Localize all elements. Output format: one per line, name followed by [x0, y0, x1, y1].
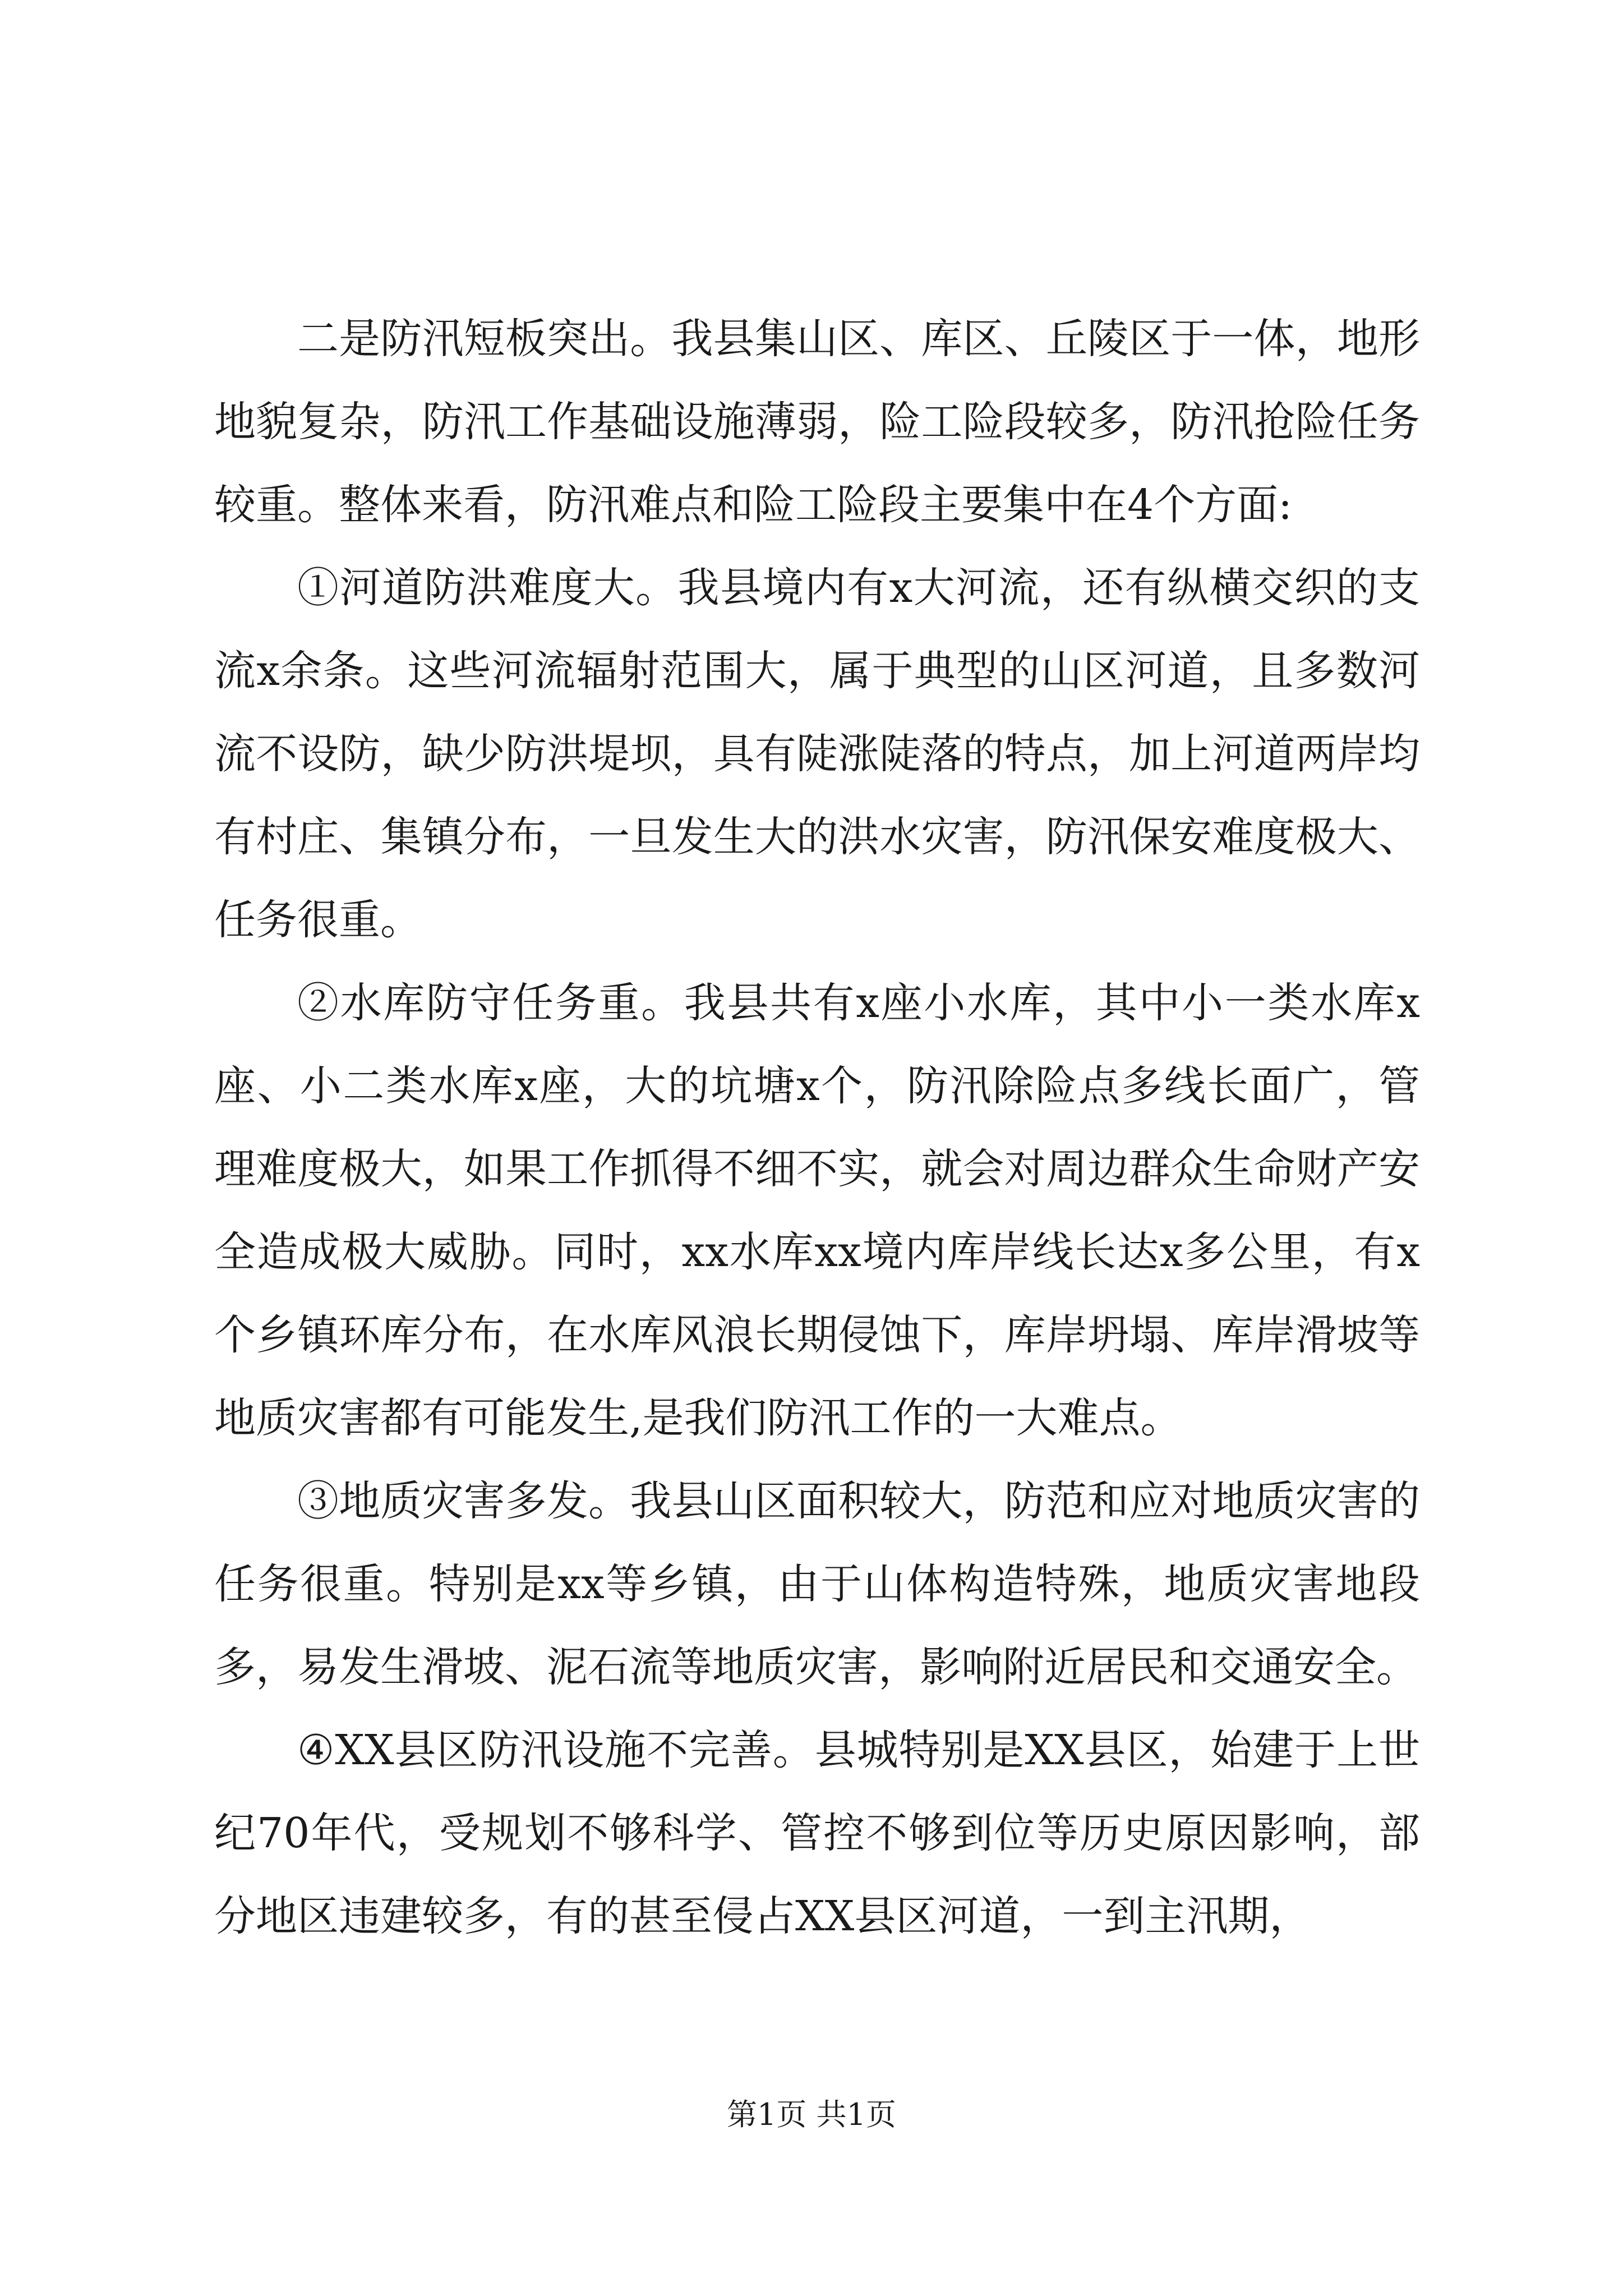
page-footer: 第1页 共1页	[727, 2097, 896, 2132]
paragraph-item-1: ①河道防洪难度大。我县境内有x大河流，还有纵横交织的支流x余条。这些河流辐射范围大，属于典型的山区河道，且多数河流不设防，缺少防洪堤坝，具有陡涨陡落的特点，加上河道两岸均有村庄、集镇分布，一旦发生大的洪水灾害，防汛保安难度极大、任务很重。	[214, 564, 1420, 944]
paragraph-item-2: ②水库防守任务重。我县共有x座小水库，其中小一类水库x座、小二类水库x座，大的坑塘x个，防汛除险点多线长面广，管理难度极大，如果工作抓得不细不实，就会对周边群众生命财产安全造成极大威胁。同时，xx水库xx境内库岸线长达x多公里，有x个乡镇环库分布，在水库风浪长期侵蚀下，库岸坍塌、库岸滑坡等地质灾害都有可能发生,是我们防汛工作的一大难点。	[214, 979, 1420, 1442]
document-body	[214, 297, 1420, 1958]
paragraph-intro: 二是防汛短板突出。我县集山区、库区、丘陵区于一体，地形地貌复杂，防汛工作基础设施薄弱，险工险段较多，防汛抢险任务较重。整体来看，防汛难点和险工险段主要集中在4个方面:	[214, 315, 1420, 529]
paragraph-item-4: ④XX县区防汛设施不完善。县城特别是XX县区，始建于上世纪70年代，受规划不够科学、管控不够到位等历史原因影响，部分地区违建较多，有的甚至侵占XX县区河道，一到主汛期，	[214, 1726, 1420, 1940]
paragraph-item-3: ③地质灾害多发。我县山区面积较大，防范和应对地质灾害的任务很重。特别是xx等乡镇，由于山体构造特殊，地质灾害地段多，易发生滑坡、泥石流等地质灾害，影响附近居民和交通安全。	[214, 1477, 1420, 1691]
